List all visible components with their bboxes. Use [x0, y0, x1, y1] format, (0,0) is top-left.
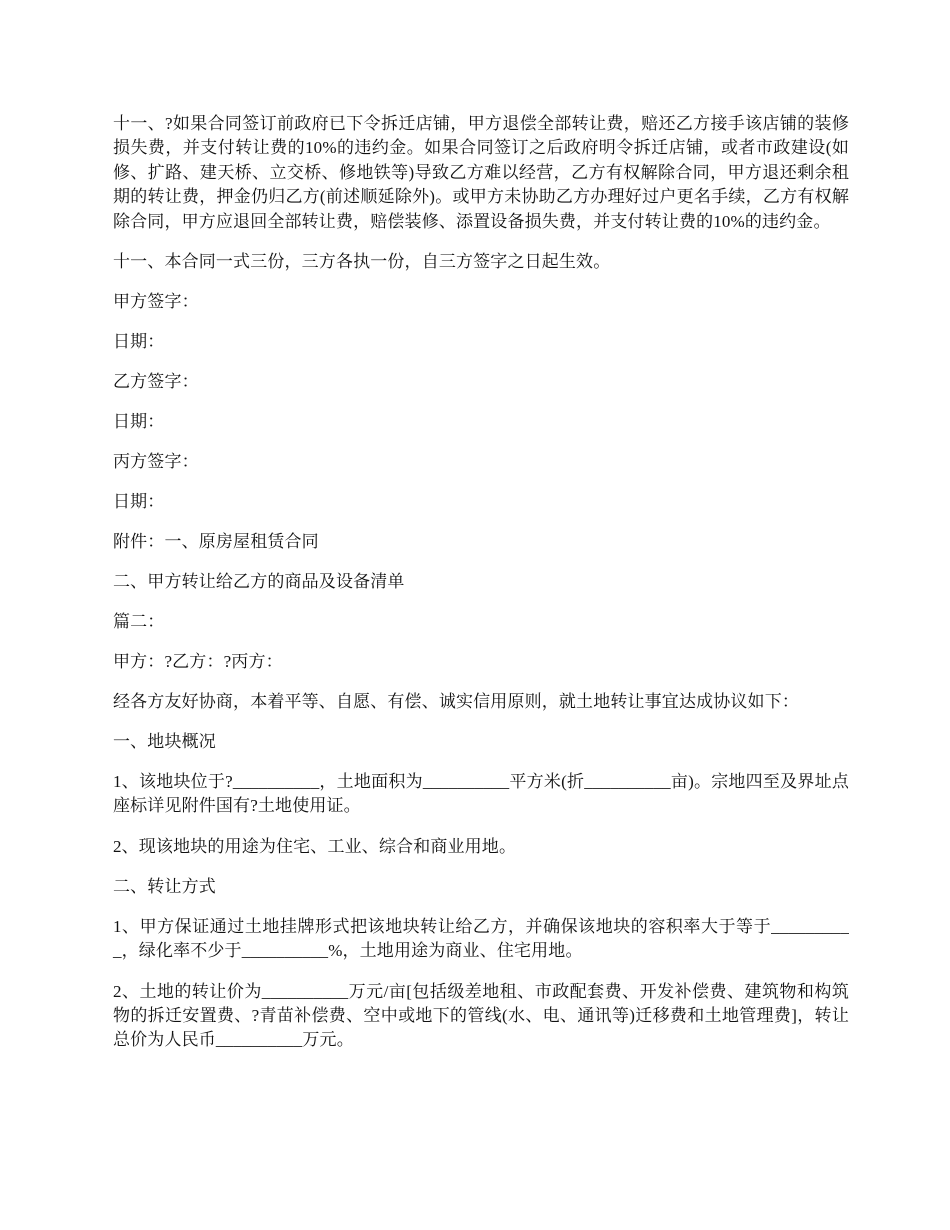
clause-effect-paragraph: 十一、本合同一式三份，三方各执一份，自三方签字之日起生效。 — [113, 252, 611, 272]
document-page — [113, 112, 849, 1069]
party-a-date-line: 日期： — [113, 332, 165, 352]
land-use-paragraph: 2、现该地块的用途为住宅、工业、综合和商业用地。 — [113, 836, 517, 856]
parties-line: 甲方：?乙方：?丙方： — [113, 652, 283, 672]
transfer-price-paragraph: 2、土地的转让价为__________万元/亩[包括级差地租、市政配套费、开发补偿费、建筑物和构筑物的拆迁安置费、?青苗补偿费、空中或地下的管线(水、电、通讯等)迁移费和土地管理费]，转让总价为人民币__________万元。 — [113, 981, 849, 1050]
heading-transfer-method: 二、转让方式 — [113, 876, 216, 896]
party-c-date-line: 日期： — [113, 492, 165, 512]
attachment-line-1: 附件：一、原房屋租赁合同 — [113, 532, 319, 552]
attachment-line-2: 二、甲方转让给乙方的商品及设备清单 — [113, 572, 405, 592]
party-b-signature-line: 乙方签字： — [113, 372, 199, 392]
heading-land-overview: 一、地块概况 — [113, 732, 216, 752]
section-heading-part-two: 篇二： — [113, 612, 165, 632]
transfer-listing-paragraph: 1、甲方保证通过土地挂牌形式把该地块转让给乙方，并确保该地块的容积率大于等于__________，绿化率不少于__________%，土地用途为商业、住宅用地。 — [113, 916, 849, 961]
clause-demolition-paragraph: 十一、?如果合同签订前政府已下令拆迁店铺，甲方退偿全部转让费，赔还乙方接手该店铺的装修损失费，并支付转让费的10%的违约金。如果合同签订之后政府明令拆迁店铺，或者市政建设(如修、扩路、建天桥、立交桥、修地铁等)导致乙方难以经营，乙方有权解除合同，甲方退还剩余租期的转让费，押金仍归乙方(前述顺延除外)。或甲方未协助乙方办理好过户更名手续，乙方有权解除合同，甲方应退回全部转让费，赔偿装修、添置设备损失费，并支付转让费的10%的违约金。 — [113, 114, 849, 231]
land-location-paragraph: 1、该地块位于?__________，土地面积为__________平方米(折__________亩)。宗地四至及界址点座标详见附件国有?土地使用证。 — [113, 772, 849, 816]
preamble-paragraph: 经各方友好协商，本着平等、自愿、有偿、诚实信用原则，就土地转让事宜达成协议如下： — [113, 692, 799, 712]
party-a-signature-line: 甲方签字： — [113, 292, 199, 312]
party-b-date-line: 日期： — [113, 412, 165, 432]
party-c-signature-line: 丙方签字： — [113, 452, 199, 472]
